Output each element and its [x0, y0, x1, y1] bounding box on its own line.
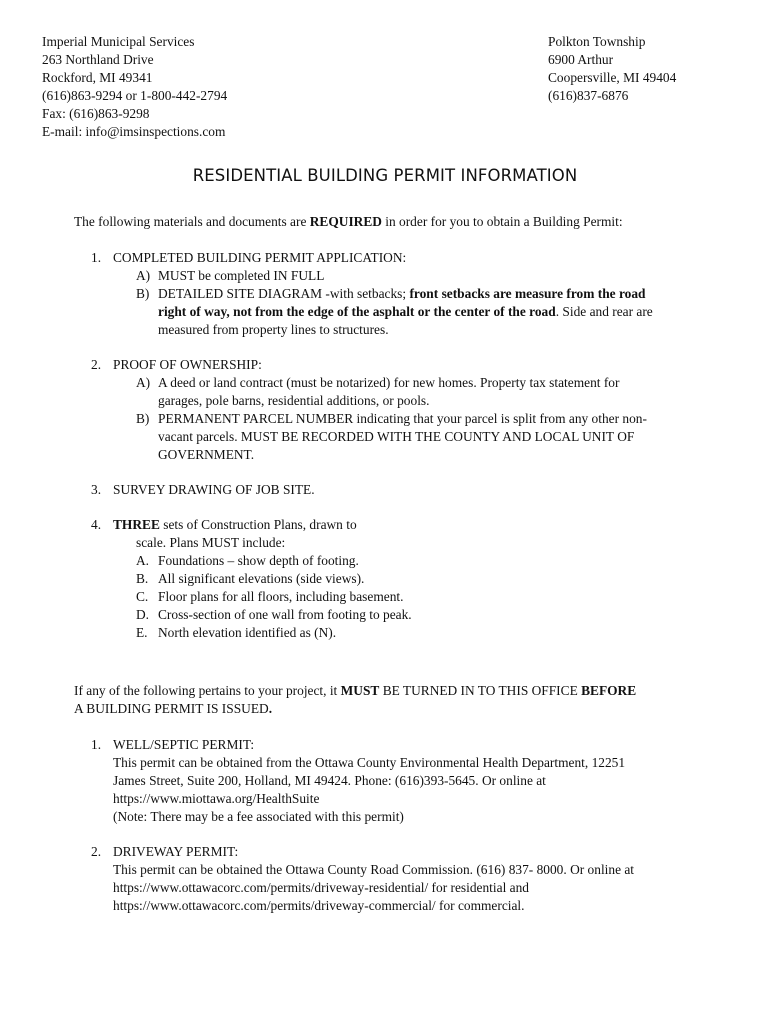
sub-marker: D. [136, 607, 150, 622]
sub-marker: B. [136, 571, 149, 586]
list-number: 2. [91, 844, 102, 859]
conditional-text-a: If any of the following pertains to your project, it [74, 683, 341, 698]
item4-sub-text: All significant elevations (side views). [158, 571, 365, 586]
well-septic-heading: WELL/SEPTIC PERMIT: [113, 737, 255, 752]
item4-line1-rest: sets of Construction Plans, drawn to [159, 517, 357, 532]
conditional-before: BEFORE [581, 683, 637, 698]
well-septic-note: (Note: There may be a fee associated with this permit) [113, 809, 404, 824]
sender-phone: (616)863-9294 or 1-800-442-2794 [42, 88, 228, 103]
sub-marker: A) [136, 268, 151, 283]
sender-fax: Fax: (616)863-9298 [42, 106, 150, 121]
conditional-must: MUST [340, 683, 380, 698]
page-title: RESIDENTIAL BUILDING PERMIT INFORMATION [192, 166, 578, 185]
driveway-heading: DRIVEWAY PERMIT: [113, 844, 239, 859]
sender-city: Rockford, MI 49341 [42, 70, 153, 85]
list-number: 1. [91, 250, 102, 265]
intro-text-before: The following materials and documents are [74, 214, 310, 229]
item4-line2: scale. Plans MUST include: [136, 535, 286, 550]
item1-b-line2-normal: . Side and rear are [555, 304, 653, 319]
sender-name: Imperial Municipal Services [42, 34, 195, 49]
township-street: 6900 Arthur [548, 52, 614, 67]
township-city: Coopersville, MI 49404 [548, 70, 677, 85]
sub-marker: A) [136, 375, 151, 390]
conditional-line1 [74, 682, 636, 700]
intro-required: REQUIRED [309, 214, 382, 229]
sub-marker: B) [136, 411, 150, 426]
item2-b-line3: GOVERNMENT. [158, 447, 255, 462]
item1-b-line3: measured from property lines to structures. [158, 322, 389, 337]
driveway-url-residential: https://www.ottawacorc.com/permits/driveway-residential/ for residential and [113, 880, 529, 895]
item1-b-line1-bold: front setbacks are measure from the road [409, 286, 646, 301]
item1-b-line1 [158, 285, 646, 303]
conditional-line2-text: A BUILDING PERMIT IS ISSUED [74, 701, 269, 716]
item3-text: SURVEY DRAWING OF JOB SITE. [113, 482, 315, 497]
item1-b-line2-bold: right of way, not from the edge of the asphalt or the center of the road [158, 304, 556, 319]
item1-b-line1-normal: DETAILED SITE DIAGRAM -with setbacks; [158, 286, 410, 301]
township-phone: (616)837-6876 [548, 88, 629, 103]
sub-marker: C. [136, 589, 149, 604]
item2-b-line1: PERMANENT PARCEL NUMBER indicating that your parcel is split from any other non- [158, 411, 647, 426]
list-number: 3. [91, 482, 102, 497]
sender-address-block [42, 33, 227, 141]
well-septic-line: This permit can be obtained from the Ottawa County Environmental Health Department, 12251 [113, 755, 626, 770]
township-address-block [548, 33, 676, 105]
item1-b-line2 [158, 303, 653, 321]
sender-street: 263 Northland Drive [42, 52, 154, 67]
sub-marker: B) [136, 286, 150, 301]
sub-marker: E. [136, 625, 148, 640]
item4-sub-text: North elevation identified as (N). [158, 625, 337, 640]
item1-heading: COMPLETED BUILDING PERMIT APPLICATION: [113, 250, 407, 265]
item1-a-text: MUST be completed IN FULL [158, 268, 325, 283]
well-septic-url: https://www.miottawa.org/HealthSuite [113, 791, 320, 806]
township-name: Polkton Township [548, 34, 646, 49]
intro-paragraph [74, 213, 623, 231]
item4-sub-text: Floor plans for all floors, including basement. [158, 589, 404, 604]
sender-email: E-mail: info@imsinspections.com [42, 124, 226, 139]
conditional-line2 [74, 700, 272, 718]
intro-text-after: in order for you to obtain a Building Permit: [381, 214, 623, 229]
item4-sub-text: Cross-section of one wall from footing to peak. [158, 607, 412, 622]
item4-three: THREE [113, 517, 160, 532]
item2-heading: PROOF OF OWNERSHIP: [113, 357, 262, 372]
well-septic-line: James Street, Suite 200, Holland, MI 49424. Phone: (616)393-5645. Or online at [113, 773, 546, 788]
item2-a-line2: garages, pole barns, residential additions, or pools. [158, 393, 430, 408]
driveway-url-commercial: https://www.ottawacorc.com/permits/driveway-commercial/ for commercial. [113, 898, 525, 913]
item2-b-line2: vacant parcels. MUST BE RECORDED WITH THE COUNTY AND LOCAL UNIT OF [158, 429, 635, 444]
sub-marker: A. [136, 553, 150, 568]
conditional-period: . [268, 701, 273, 716]
list-number: 2. [91, 357, 102, 372]
driveway-line: This permit can be obtained the Ottawa County Road Commission. (616) 837- 8000. Or online at [113, 862, 635, 877]
item2-a-line1: A deed or land contract (must be notarized) for new homes. Property tax statement for [158, 375, 620, 390]
item4-sub-text: Foundations – show depth of footing. [158, 553, 359, 568]
conditional-text-b: BE TURNED IN TO THIS OFFICE [379, 683, 582, 698]
list-number: 1. [91, 737, 102, 752]
list-number: 4. [91, 517, 102, 532]
item4-line1 [113, 516, 357, 534]
